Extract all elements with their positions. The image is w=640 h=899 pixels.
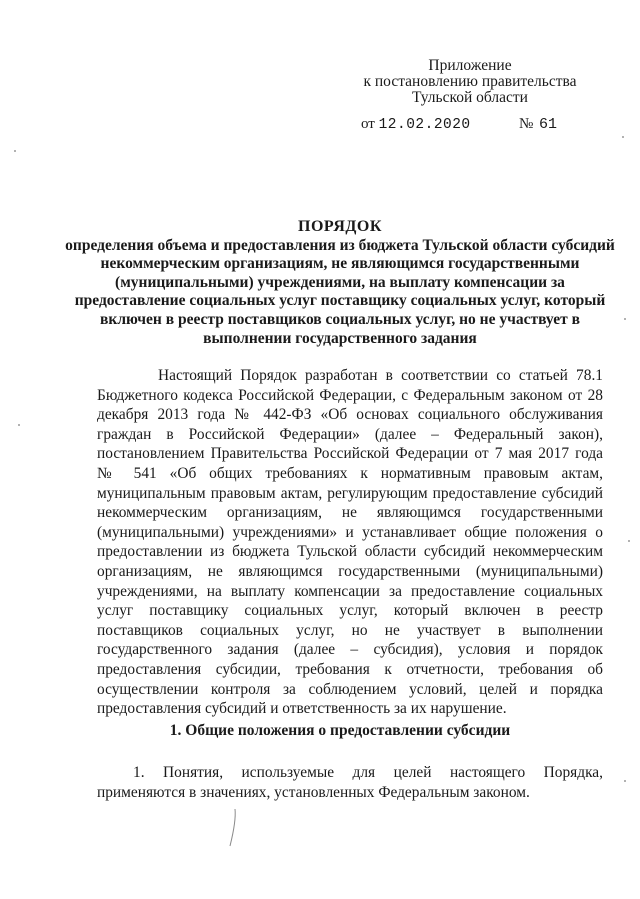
scan-speck [624,780,626,782]
appendix-line-3: Тульской области [412,89,528,106]
date-number-line [361,116,558,133]
title-subtitle: определения объема и предоставления из бюджета Тульской области субсидий некоммерческим организациям, не являющимся государственными (муниципальными) учреждениями, на выплату компенсации за предоставление социальных услуг поставщику социальных услуг, который включен в реестр поставщиков социальных услуг, но не участвует в выполнении государственного задания [65,236,615,347]
section-heading: 1. Общие положения о предоставлении субсидии [169,722,511,739]
title-heading: ПОРЯДОК [298,218,382,235]
document-title [60,218,620,348]
resolution-number: 61 [539,116,558,133]
scan-speck [18,424,20,426]
appendix-line-2: к постановлению правительства [363,73,577,90]
number-label: № [519,116,534,132]
scan-speck [14,150,16,152]
appendix-line-1: Приложение [428,57,512,74]
scan-speck [624,318,626,320]
scan-speck [628,540,630,542]
section-paragraph-1: 1. Понятия, используемые для целей настоящего Порядка, применяются в значениях, установленных Федеральным законом. [97,764,603,801]
date-prefix: от [361,116,375,132]
intro-paragraph: Настоящий Порядок разработан в соответствии со статьей 78.1 Бюджетного кодекса Российской Федерации, с Федеральным законом от 28 декабря 2013 года № 442-ФЗ «Об основах социального обслуживания граждан в Российской Федерации» (далее – Федеральный закон), постановлением Правительства Российской Федерации от 7 мая 2017 года № 541 «Об общих требованиях к нормативным правовым актам, муниципальным правовым актам, регулирующим предоставление субсидий некоммерческим организациям, не являющимся государственными (муниципальными) учреждениями» и устанавливает общие положения о предоставлении из бюджета Тульской области субсидий некоммерческим организациям, не являющимся государственными (муниципальными) учреждениями, на выплату компенсации за предоставление социальных услуг поставщику социальных услуг, который включен в реестр поставщиков социальных услуг, но не участвует в выполнении государственного задания (далее – субсидия), условия и порядок предоставления субсидии, требования к отчетности, требования об осуществлении контроля за соблюдением условий, целей и порядка предоставления субсидий и ответственность за их нарушение. [97,367,603,718]
appendix-block [355,58,585,106]
resolution-date: 12.02.2020 [378,117,471,133]
pen-mark [226,808,240,848]
scan-speck [622,136,624,138]
